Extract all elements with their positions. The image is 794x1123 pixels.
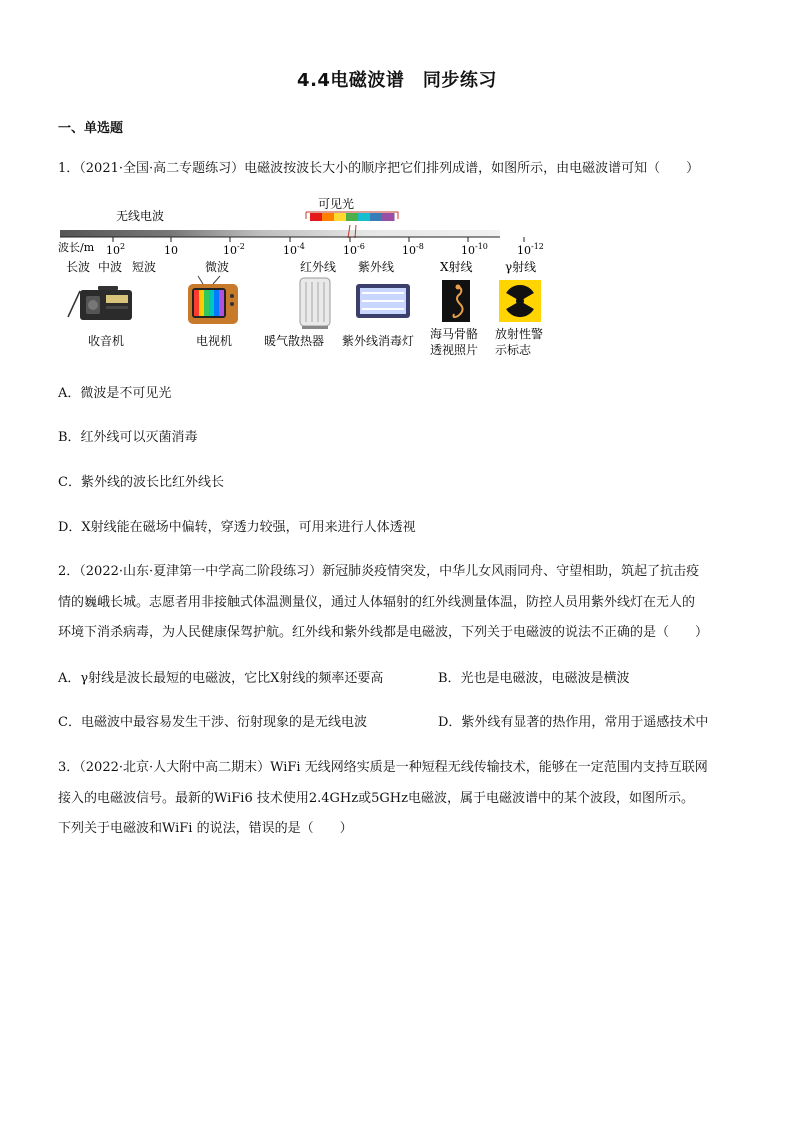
q2-option-d: D．紫外线有显著的热作用，常用于遥感技术中	[438, 715, 709, 730]
tick-label: $10^{-4}$	[283, 242, 305, 257]
radiation-sign-icon	[499, 280, 541, 322]
spectrum-color-band	[358, 213, 371, 221]
question-2-stem-line3: 环境下消杀病毒，为人民健康保驾护航。红外线和紫外线都是电磁波，下列关于电磁波的说法不正确的是（ ）	[58, 625, 709, 640]
em-spectrum-diagram	[58, 192, 548, 362]
spectrum-color-band	[310, 213, 323, 221]
question-3-stem-line1: 3．（2022·北京·人大附中高二期末）WiFi 无线网络实质是一种短程无线传输技术，能够在一定范围内支持互联网	[58, 760, 708, 775]
q2-option-a: A．γ射线是波长最短的电磁波，它比X射线的频率还要高	[58, 671, 384, 686]
spectrum-color-band	[346, 213, 359, 221]
q2-option-b: B．光也是电磁波，电磁波是横波	[438, 671, 630, 686]
q1-option-d: D．X射线能在磁场中偏转，穿透力较强，可用来进行人体透视	[58, 520, 416, 535]
band-short-wave: 短波	[132, 260, 157, 274]
caption-seahorse-line2: 透视照片	[430, 343, 479, 357]
radio-icon	[68, 286, 132, 320]
spectrum-color-band	[370, 213, 383, 221]
band-x-ray: X射线	[440, 260, 473, 274]
page-title: 4.4电磁波谱 同步练习	[297, 70, 497, 91]
caption-tv: 电视机	[196, 334, 233, 348]
tick-label: $10^2$	[106, 242, 126, 257]
caption-radiation-line1: 放射性警	[495, 327, 544, 341]
q1-option-c: C．紫外线的波长比红外线长	[58, 475, 224, 490]
section-heading: 一、单选题	[58, 121, 124, 136]
question-1-stem: 1．（2021·全国·高二专题练习）电磁波按波长大小的顺序把它们排列成谱，如图所示，由电磁波谱可知（ ）	[58, 161, 700, 176]
wavelength-ticks	[106, 237, 544, 257]
tick-label: $10^{-6}$	[343, 242, 365, 257]
visible-light-label: 可见光	[318, 197, 355, 211]
caption-radio: 收音机	[88, 334, 125, 348]
tick-label: $10^{-12}$	[517, 242, 544, 257]
band-ultraviolet: 紫外线	[358, 260, 395, 274]
q1-option-a: A．微波是不可见光	[58, 386, 172, 401]
caption-heater: 暖气散热器	[264, 334, 325, 348]
spectrum-color-band	[334, 213, 347, 221]
spectrum-bar	[60, 230, 500, 237]
heater-icon	[300, 278, 330, 329]
tick-label: 10	[164, 244, 178, 257]
tick-label: $10^{-8}$	[402, 242, 424, 257]
visible-spectrum-strip	[310, 213, 395, 221]
spectrum-color-band	[322, 213, 335, 221]
band-medium-wave: 中波	[98, 260, 123, 274]
band-gamma-ray: γ射线	[505, 260, 537, 274]
em-spectrum-figure	[58, 192, 548, 362]
q1-option-b: B．红外线可以灭菌消毒	[58, 430, 198, 445]
wavelength-label: 波长/m	[58, 241, 95, 254]
band-long-wave: 长波	[66, 260, 91, 274]
tick-label: $10^{-2}$	[223, 242, 245, 257]
caption-seahorse-line1: 海马骨骼	[430, 327, 479, 341]
band-infrared: 红外线	[300, 260, 337, 274]
question-3-stem-line2: 接入的电磁波信号。最新的WiFi6 技术使用2.4GHz或5GHz电磁波，属于电磁波谱中的某个波段，如图所示。	[58, 791, 694, 806]
seahorse-xray-icon	[442, 280, 470, 322]
q2-option-c: C．电磁波中最容易发生干涉、衍射现象的是无线电波	[58, 715, 367, 730]
question-2-stem-line2: 情的巍峨长城。志愿者用非接触式体温测量仪，通过人体辐射的红外线测量体温，防控人员用紫外线灯在无人的	[58, 595, 696, 610]
caption-uv-lamp: 紫外线消毒灯	[342, 334, 415, 348]
question-3-stem-line3: 下列关于电磁波和WiFi 的说法，错误的是（ ）	[58, 821, 353, 836]
spectrum-color-band	[382, 213, 395, 221]
band-microwave: 微波	[205, 260, 230, 274]
caption-radiation-line2: 示标志	[495, 343, 532, 357]
tv-icon	[188, 276, 238, 324]
uv-lamp-icon	[356, 284, 410, 318]
tick-label: $10^{-10}$	[461, 242, 488, 257]
question-2-stem-line1: 2．（2022·山东·夏津第一中学高二阶段练习）新冠肺炎疫情突发，中华儿女风雨同舟、守望相助，筑起了抗击疫	[58, 564, 700, 579]
radio-wave-label: 无线电波	[116, 209, 165, 223]
